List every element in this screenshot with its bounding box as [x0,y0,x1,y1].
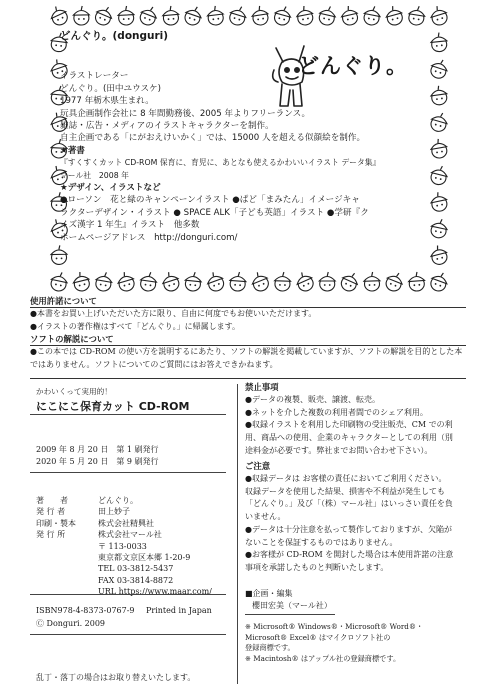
editing-name: 櫻田宏美（マール社） [252,601,332,610]
book-subtitle: かわいくって実用的！ [36,387,112,396]
license-body [30,308,466,333]
work-line: イズ漢字 1 年生』イラスト 他多数 [60,220,200,231]
acorn-icon [429,244,449,266]
address-rule [30,594,226,595]
license-title: 使用許諾について [30,296,97,306]
books-heading: ★著書 [60,145,85,156]
address-line: 東京都文京区本郷 1-20-9 [98,552,191,562]
caution-line: いません。 [245,512,286,522]
acorn-icon [408,271,425,291]
acorn-icon [51,245,67,264]
acorn-icon [93,4,115,27]
book-line: 『すくすくカット CD-ROM 保育に、育児に、あとなも使えるかわいいイラスト データ集』 [60,158,381,168]
acorn-icon [272,4,292,26]
caution-line: 事項を承諾したものと判断いたします。 [245,562,389,572]
caution-line: ●収録データは お客様の責任においてご利用ください。 [245,474,447,483]
license-line: ●本書をお買い上げいただいた方に限り、自由に何度でもお使いいただけます。 [30,309,317,318]
acorn-icon [340,4,360,26]
prohibited-body [245,394,475,458]
acorn-icon [319,272,335,291]
profile-line: 自主企画である「にがおえけいかく」では、15000 人を超える似顔絵を制作。 [60,133,366,144]
trademark-line: ※ Microsoft® Windows®・Microsoft® Word®・ [245,622,424,631]
acorn-icon [428,270,450,293]
address-line: URL https://www.maar.com/ [98,587,212,597]
edition-rule [30,472,226,473]
prohibited-line: 途料金が必要です。弊社までお問い合わせ下さい）。 [245,445,433,455]
books-lines [60,157,440,182]
profile-line: 玩具企画制作会社に 8 年間勤務後、2005 年よりフリーランス。 [60,108,311,119]
caution-line: ●データは十分注意を払って製作しておりますが、欠陥が [245,524,452,534]
credit-publisher: 発 行 所 株式会社マール社 [36,530,162,540]
trademark-line: 登録商標です。 [245,643,295,652]
acorn-icon [364,272,381,292]
acorn-icon [428,4,449,27]
address-line: 〒 113-0033 [98,541,147,551]
publisher-address [36,541,212,598]
caution-line: ないことを保証するものではありません。 [245,537,398,547]
acorn-icon [73,6,89,25]
acorn-icon [138,4,160,27]
acorn-icon [295,5,314,27]
software-body [30,346,466,371]
editing-label: ■企画・編集 [245,589,293,598]
credit-author: 著 者 どんぐり。 [36,496,138,505]
credits-block [36,495,212,598]
acorn-icon [94,271,113,292]
acorn-icon [407,5,426,26]
book-line: マール社 2008 年 [60,170,129,180]
acorn-icon [49,271,69,293]
prohibited-line: ●収録イラストを利用した印刷物の受注販売、CM での利 [245,420,453,430]
edition-ninth: 2020 年 5 月 20 日 第 9 刷発行 [36,457,159,466]
prohibited-line: 用、商品への使用、企業のキャラクターとしての利用（別 [245,433,453,443]
acorn-icon [48,4,71,28]
acorn-icon [118,6,135,26]
acorn-icon [317,4,337,26]
software-line: ●この本では CD-ROM の使い方を説明するにあたり、ソフトの解説を掲載していますが、ソフトの解説を目的とした本ではありません。ソフトについてのご質問にはお答えできかねます。 [30,347,463,369]
homepage-line: ホームページアドレス http://donguri.com/ [60,232,238,243]
title-rule [30,414,226,415]
profile-line: 雑誌・広告・メディアのイラストキャラクターを制作。 [60,121,274,132]
address-line: FAX 03-3814-8872 [98,575,174,585]
caution-title: ご注意 [245,461,271,471]
caution-line: 収録データを使用した結果、損害や不利益が発生しても [245,486,445,496]
column-divider [237,384,238,684]
copyright: Ⓒ Donguri. 2009 [36,619,106,628]
copyright-rule [30,634,226,635]
acorn-icon [205,270,227,293]
acorn-icon [139,271,157,292]
acorn-icon [384,4,404,26]
acorn-icon [160,270,181,293]
profile-line: イラストレーター [60,71,129,82]
acorn-icon [294,270,316,294]
acorn-icon [229,271,246,291]
acorn-icon [184,271,202,292]
replacement-notice: 乱丁・落丁の場合はお取り替えいたします。 [36,673,196,682]
trademark-line: ※ Macintosh® はアップル社の登録商標です。 [245,653,401,663]
profile-lines [60,70,440,144]
license-line: ●イラストの著作権はすべて「どんぐり。」に帰属します。 [30,321,240,331]
edition-first: 2009 年 8 月 20 日 第 1 刷発行 [36,445,159,454]
printed-in: Printed in Japan [146,606,212,615]
acorn-icon [116,270,137,293]
caution-body [245,473,475,575]
isbn: ISBN978-4-8373-0767-9 [36,606,135,615]
acorn-icon [162,5,180,25]
work-line: ラクターデザイン・イラスト ● SPACE ALK「子ども英語」イラスト ●学研『ク [60,207,369,218]
acorn-icon [71,270,91,292]
acorn-icon [206,5,224,26]
acorn-icon [228,4,249,27]
section-divider [30,378,466,379]
acorn-icon [384,270,406,294]
profile-line: どんぐり。(田中ユウスケ) [60,83,161,94]
works-lines [60,194,440,231]
prohibited-line: ●ネットを介した複数の利用者間でのシェア利用。 [245,407,428,417]
software-title: ソフトの解説について [30,334,114,344]
acorn-icon [339,270,361,294]
editing-rule [245,614,335,615]
credit-publisher-person: 発 行 者 田上妙子 [36,507,130,517]
acorn-icon [251,5,270,26]
trademark-notes [245,622,480,664]
acorn-icon [362,5,381,27]
author-profile [60,30,440,244]
author-name: どんぐり。(donguri) [60,30,169,42]
acorn-icon [274,272,291,292]
address-line: TEL 03-3812-5437 [98,564,174,574]
caution-line: 「どんぐり。」及び「（株）マール社」はいっさい責任を負 [245,499,453,509]
works-heading: ★デザイン、イラストなど [60,183,161,194]
acorn-icon [249,270,271,294]
work-line: ●ローソン 花と緑のキャンペーンイラスト ●ぱど「まみたん」イメージキャ [60,195,360,206]
profile-line: 1977 年栃木県生まれ。 [60,96,154,107]
prohibited-line: ●データの複製、販売、譲渡、転売。 [245,395,380,404]
book-title: にこにこ保育カット CD-ROM [36,400,190,413]
credit-printing: 印刷・製本 株式会社精興社 [36,518,154,528]
caution-line: ●お客様が CD-ROM を開封した場合は本使用許諾の注意 [245,550,454,560]
mascot-logo-text: どんぐり。 [298,54,408,78]
acorn-icon [183,4,204,27]
trademark-line: Microsoft® Excel® はマイクロソフト社の [245,632,391,642]
prohibited-title: 禁止事項 [245,382,279,392]
